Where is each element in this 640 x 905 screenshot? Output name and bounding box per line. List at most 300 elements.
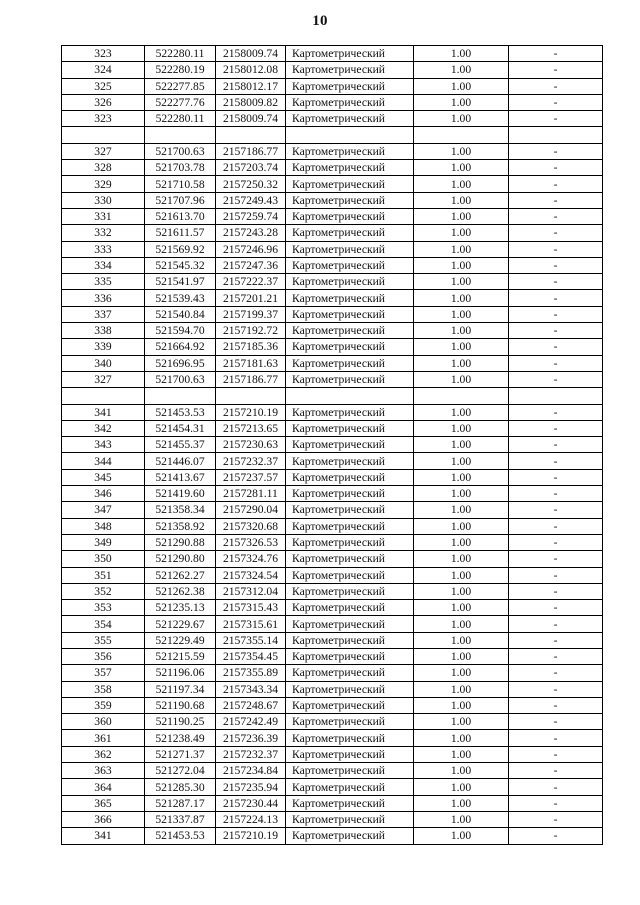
cell-method: Картометрический xyxy=(286,160,414,176)
cell-point-number: 360 xyxy=(62,714,145,730)
cell-method: Картометрический xyxy=(286,339,414,355)
cell-x-coordinate: 521594.70 xyxy=(145,323,216,339)
cell-method: Картометрический xyxy=(286,795,414,811)
table-row xyxy=(62,811,603,827)
cell-method: Картометрический xyxy=(286,355,414,371)
cell-note: - xyxy=(509,355,603,371)
table-row xyxy=(62,176,603,192)
cell-method: Картометрический xyxy=(286,78,414,94)
table-row xyxy=(62,355,603,371)
cell-point-number: 330 xyxy=(62,192,145,208)
cell-x-coordinate: 521271.37 xyxy=(145,746,216,762)
cell-point-number: 346 xyxy=(62,486,145,502)
cell-y-coordinate: 2157343.34 xyxy=(216,681,286,697)
cell-method: Картометрический xyxy=(286,811,414,827)
cell-method: Картометрический xyxy=(286,453,414,469)
cell-point-number xyxy=(62,388,145,404)
table-row xyxy=(62,257,603,273)
cell-x-coordinate: 521358.92 xyxy=(145,518,216,534)
cell-y-coordinate: 2157210.19 xyxy=(216,828,286,844)
cell-accuracy xyxy=(414,127,509,143)
cell-note: - xyxy=(509,600,603,616)
cell-y-coordinate: 2157355.89 xyxy=(216,665,286,681)
cell-method: Картометрический xyxy=(286,420,414,436)
cell-accuracy: 1.00 xyxy=(414,779,509,795)
cell-accuracy: 1.00 xyxy=(414,567,509,583)
cell-y-coordinate: 2157290.04 xyxy=(216,502,286,518)
cell-x-coordinate: 521290.80 xyxy=(145,551,216,567)
cell-point-number: 323 xyxy=(62,111,145,127)
cell-point-number: 325 xyxy=(62,78,145,94)
cell-method: Картометрический xyxy=(286,371,414,387)
table-row xyxy=(62,518,603,534)
cell-y-coordinate: 2157355.14 xyxy=(216,632,286,648)
cell-accuracy: 1.00 xyxy=(414,795,509,811)
cell-accuracy: 1.00 xyxy=(414,811,509,827)
cell-note: - xyxy=(509,323,603,339)
cell-x-coordinate: 522277.85 xyxy=(145,78,216,94)
cell-method: Картометрический xyxy=(286,274,414,290)
cell-method: Картометрический xyxy=(286,241,414,257)
cell-x-coordinate: 522280.19 xyxy=(145,62,216,78)
cell-x-coordinate: 521539.43 xyxy=(145,290,216,306)
cell-point-number: 361 xyxy=(62,730,145,746)
cell-y-coordinate xyxy=(216,388,286,404)
cell-y-coordinate: 2157186.77 xyxy=(216,371,286,387)
cell-point-number: 348 xyxy=(62,518,145,534)
cell-x-coordinate: 521190.68 xyxy=(145,697,216,713)
cell-x-coordinate: 521613.70 xyxy=(145,208,216,224)
table-row xyxy=(62,94,603,110)
cell-accuracy xyxy=(414,388,509,404)
cell-point-number: 359 xyxy=(62,697,145,713)
cell-note: - xyxy=(509,371,603,387)
cell-method: Картометрический xyxy=(286,502,414,518)
cell-method xyxy=(286,388,414,404)
cell-x-coordinate: 521700.63 xyxy=(145,143,216,159)
cell-accuracy: 1.00 xyxy=(414,208,509,224)
cell-point-number: 356 xyxy=(62,648,145,664)
cell-note xyxy=(509,127,603,143)
table-row xyxy=(62,274,603,290)
cell-point-number: 341 xyxy=(62,404,145,420)
cell-y-coordinate xyxy=(216,127,286,143)
cell-y-coordinate: 2157281.11 xyxy=(216,486,286,502)
cell-x-coordinate xyxy=(145,127,216,143)
table-row xyxy=(62,453,603,469)
cell-point-number: 366 xyxy=(62,811,145,827)
cell-y-coordinate: 2157181.63 xyxy=(216,355,286,371)
table-row xyxy=(62,208,603,224)
table-row xyxy=(62,192,603,208)
cell-accuracy: 1.00 xyxy=(414,730,509,746)
cell-point-number: 358 xyxy=(62,681,145,697)
cell-note: - xyxy=(509,763,603,779)
cell-note: - xyxy=(509,518,603,534)
cell-method: Картометрический xyxy=(286,486,414,502)
cell-note: - xyxy=(509,437,603,453)
cell-point-number: 323 xyxy=(62,46,145,62)
cell-x-coordinate: 521262.38 xyxy=(145,583,216,599)
cell-point-number: 354 xyxy=(62,616,145,632)
cell-x-coordinate: 521446.07 xyxy=(145,453,216,469)
table-row xyxy=(62,225,603,241)
cell-y-coordinate: 2157249.43 xyxy=(216,192,286,208)
cell-x-coordinate: 521455.37 xyxy=(145,437,216,453)
cell-x-coordinate: 521419.60 xyxy=(145,486,216,502)
table-row xyxy=(62,681,603,697)
cell-y-coordinate: 2157213.65 xyxy=(216,420,286,436)
cell-accuracy: 1.00 xyxy=(414,404,509,420)
table-row xyxy=(62,795,603,811)
cell-x-coordinate: 521696.95 xyxy=(145,355,216,371)
cell-note: - xyxy=(509,78,603,94)
cell-accuracy: 1.00 xyxy=(414,323,509,339)
table-row xyxy=(62,420,603,436)
cell-method xyxy=(286,127,414,143)
cell-y-coordinate: 2157236.39 xyxy=(216,730,286,746)
table-row xyxy=(62,534,603,550)
cell-point-number: 365 xyxy=(62,795,145,811)
cell-point-number: 364 xyxy=(62,779,145,795)
cell-y-coordinate: 2157199.37 xyxy=(216,306,286,322)
cell-note: - xyxy=(509,551,603,567)
cell-y-coordinate: 2158009.74 xyxy=(216,111,286,127)
cell-point-number: 355 xyxy=(62,632,145,648)
cell-point-number: 329 xyxy=(62,176,145,192)
cell-y-coordinate: 2157237.57 xyxy=(216,469,286,485)
table-row xyxy=(62,648,603,664)
cell-y-coordinate: 2158012.17 xyxy=(216,78,286,94)
cell-y-coordinate: 2157326.53 xyxy=(216,534,286,550)
cell-accuracy: 1.00 xyxy=(414,192,509,208)
cell-y-coordinate: 2157324.76 xyxy=(216,551,286,567)
cell-method: Картометрический xyxy=(286,616,414,632)
cell-note: - xyxy=(509,486,603,502)
table-row xyxy=(62,616,603,632)
cell-method: Картометрический xyxy=(286,404,414,420)
cell-note: - xyxy=(509,583,603,599)
table-row xyxy=(62,78,603,94)
table-row xyxy=(62,502,603,518)
cell-note: - xyxy=(509,453,603,469)
cell-accuracy: 1.00 xyxy=(414,257,509,273)
cell-y-coordinate: 2158009.82 xyxy=(216,94,286,110)
cell-point-number: 338 xyxy=(62,323,145,339)
cell-note: - xyxy=(509,143,603,159)
table-row xyxy=(62,632,603,648)
cell-y-coordinate: 2157354.45 xyxy=(216,648,286,664)
cell-y-coordinate: 2157315.61 xyxy=(216,616,286,632)
cell-method: Картометрический xyxy=(286,730,414,746)
cell-method: Картометрический xyxy=(286,143,414,159)
cell-note: - xyxy=(509,567,603,583)
cell-accuracy: 1.00 xyxy=(414,453,509,469)
cell-y-coordinate: 2157201.21 xyxy=(216,290,286,306)
table-row xyxy=(62,714,603,730)
cell-accuracy: 1.00 xyxy=(414,355,509,371)
cell-x-coordinate: 521285.30 xyxy=(145,779,216,795)
cell-method: Картометрический xyxy=(286,534,414,550)
cell-x-coordinate: 521611.57 xyxy=(145,225,216,241)
cell-note: - xyxy=(509,176,603,192)
cell-note: - xyxy=(509,469,603,485)
table-row xyxy=(62,111,603,127)
cell-point-number: 357 xyxy=(62,665,145,681)
cell-method: Картометрический xyxy=(286,290,414,306)
cell-method: Картометрический xyxy=(286,697,414,713)
table-row xyxy=(62,746,603,762)
cell-point-number: 334 xyxy=(62,257,145,273)
cell-accuracy: 1.00 xyxy=(414,420,509,436)
cell-x-coordinate: 522280.11 xyxy=(145,46,216,62)
cell-note: - xyxy=(509,160,603,176)
cell-x-coordinate: 522280.11 xyxy=(145,111,216,127)
cell-point-number: 335 xyxy=(62,274,145,290)
cell-x-coordinate: 521413.67 xyxy=(145,469,216,485)
cell-y-coordinate: 2157315.43 xyxy=(216,600,286,616)
cell-note: - xyxy=(509,616,603,632)
cell-note: - xyxy=(509,404,603,420)
cell-point-number: 339 xyxy=(62,339,145,355)
cell-method: Картометрический xyxy=(286,94,414,110)
cell-accuracy: 1.00 xyxy=(414,583,509,599)
cell-method: Картометрический xyxy=(286,714,414,730)
cell-method: Картометрический xyxy=(286,46,414,62)
cell-accuracy: 1.00 xyxy=(414,78,509,94)
cell-point-number: 331 xyxy=(62,208,145,224)
cell-y-coordinate: 2157246.96 xyxy=(216,241,286,257)
cell-note: - xyxy=(509,62,603,78)
cell-y-coordinate: 2157192.72 xyxy=(216,323,286,339)
cell-y-coordinate: 2157203.74 xyxy=(216,160,286,176)
cell-point-number: 347 xyxy=(62,502,145,518)
cell-method: Картометрический xyxy=(286,225,414,241)
table-row xyxy=(62,241,603,257)
table-row xyxy=(62,551,603,567)
cell-accuracy: 1.00 xyxy=(414,339,509,355)
cell-x-coordinate: 521454.31 xyxy=(145,420,216,436)
cell-note: - xyxy=(509,208,603,224)
cell-y-coordinate: 2157259.74 xyxy=(216,208,286,224)
cell-y-coordinate: 2157234.84 xyxy=(216,763,286,779)
cell-note: - xyxy=(509,746,603,762)
cell-y-coordinate: 2157230.44 xyxy=(216,795,286,811)
cell-method: Картометрический xyxy=(286,62,414,78)
cell-accuracy: 1.00 xyxy=(414,306,509,322)
cell-x-coordinate: 521235.13 xyxy=(145,600,216,616)
cell-y-coordinate: 2157247.36 xyxy=(216,257,286,273)
cell-accuracy: 1.00 xyxy=(414,632,509,648)
cell-method: Картометрический xyxy=(286,632,414,648)
cell-note: - xyxy=(509,339,603,355)
cell-note: - xyxy=(509,241,603,257)
cell-accuracy: 1.00 xyxy=(414,681,509,697)
cell-note: - xyxy=(509,681,603,697)
cell-method: Картометрический xyxy=(286,779,414,795)
cell-point-number: 344 xyxy=(62,453,145,469)
table-row xyxy=(62,404,603,420)
cell-note: - xyxy=(509,795,603,811)
cell-accuracy: 1.00 xyxy=(414,290,509,306)
cell-point-number: 353 xyxy=(62,600,145,616)
cell-note: - xyxy=(509,274,603,290)
cell-x-coordinate: 521703.78 xyxy=(145,160,216,176)
cell-y-coordinate: 2157242.49 xyxy=(216,714,286,730)
cell-point-number: 352 xyxy=(62,583,145,599)
cell-x-coordinate: 521196.06 xyxy=(145,665,216,681)
cell-note: - xyxy=(509,46,603,62)
cell-note: - xyxy=(509,225,603,241)
cell-accuracy: 1.00 xyxy=(414,616,509,632)
cell-x-coordinate: 521358.34 xyxy=(145,502,216,518)
cell-y-coordinate: 2157248.67 xyxy=(216,697,286,713)
cell-note: - xyxy=(509,290,603,306)
cell-accuracy: 1.00 xyxy=(414,371,509,387)
cell-x-coordinate: 522277.76 xyxy=(145,94,216,110)
cell-point-number: 332 xyxy=(62,225,145,241)
cell-note: - xyxy=(509,111,603,127)
cell-x-coordinate: 521453.53 xyxy=(145,828,216,844)
cell-x-coordinate: 521664.92 xyxy=(145,339,216,355)
cell-note: - xyxy=(509,811,603,827)
cell-method: Картометрический xyxy=(286,583,414,599)
cell-x-coordinate: 521190.25 xyxy=(145,714,216,730)
cell-accuracy: 1.00 xyxy=(414,241,509,257)
cell-method: Картометрический xyxy=(286,681,414,697)
cell-method: Картометрический xyxy=(286,208,414,224)
cell-accuracy: 1.00 xyxy=(414,176,509,192)
cell-method: Картометрический xyxy=(286,746,414,762)
cell-note: - xyxy=(509,648,603,664)
cell-accuracy: 1.00 xyxy=(414,160,509,176)
table-row xyxy=(62,730,603,746)
cell-y-coordinate: 2157186.77 xyxy=(216,143,286,159)
table-row xyxy=(62,339,603,355)
cell-point-number: 342 xyxy=(62,420,145,436)
table-row xyxy=(62,779,603,795)
cell-note: - xyxy=(509,94,603,110)
cell-method: Картометрический xyxy=(286,648,414,664)
table-row xyxy=(62,323,603,339)
cell-accuracy: 1.00 xyxy=(414,62,509,78)
cell-accuracy: 1.00 xyxy=(414,697,509,713)
cell-point-number: 341 xyxy=(62,828,145,844)
cell-x-coordinate: 521229.49 xyxy=(145,632,216,648)
cell-y-coordinate: 2158012.08 xyxy=(216,62,286,78)
cell-accuracy: 1.00 xyxy=(414,828,509,844)
cell-x-coordinate: 521569.92 xyxy=(145,241,216,257)
cell-method: Картометрический xyxy=(286,600,414,616)
cell-method: Картометрический xyxy=(286,551,414,567)
cell-x-coordinate: 521545.32 xyxy=(145,257,216,273)
cell-method: Картометрический xyxy=(286,111,414,127)
table-row xyxy=(62,665,603,681)
cell-method: Картометрический xyxy=(286,192,414,208)
cell-accuracy: 1.00 xyxy=(414,518,509,534)
cell-x-coordinate: 521272.04 xyxy=(145,763,216,779)
table-row xyxy=(62,160,603,176)
separator-row xyxy=(62,127,603,143)
cell-x-coordinate: 521540.84 xyxy=(145,306,216,322)
table-row xyxy=(62,583,603,599)
cell-point-number: 351 xyxy=(62,567,145,583)
cell-method: Картометрический xyxy=(286,437,414,453)
cell-accuracy: 1.00 xyxy=(414,534,509,550)
cell-point-number: 333 xyxy=(62,241,145,257)
cell-method: Картометрический xyxy=(286,763,414,779)
cell-x-coordinate: 521337.87 xyxy=(145,811,216,827)
cell-note: - xyxy=(509,192,603,208)
cell-accuracy: 1.00 xyxy=(414,486,509,502)
cell-y-coordinate: 2157185.36 xyxy=(216,339,286,355)
cell-point-number: 340 xyxy=(62,355,145,371)
cell-x-coordinate: 521541.97 xyxy=(145,274,216,290)
cell-x-coordinate xyxy=(145,388,216,404)
cell-point-number: 343 xyxy=(62,437,145,453)
cell-point-number: 337 xyxy=(62,306,145,322)
cell-x-coordinate: 521287.17 xyxy=(145,795,216,811)
cell-accuracy: 1.00 xyxy=(414,469,509,485)
cell-accuracy: 1.00 xyxy=(414,502,509,518)
table-row xyxy=(62,697,603,713)
cell-accuracy: 1.00 xyxy=(414,94,509,110)
cell-method: Картометрический xyxy=(286,257,414,273)
cell-note: - xyxy=(509,257,603,273)
cell-accuracy: 1.00 xyxy=(414,46,509,62)
cell-y-coordinate: 2157324.54 xyxy=(216,567,286,583)
cell-note: - xyxy=(509,779,603,795)
cell-accuracy: 1.00 xyxy=(414,665,509,681)
cell-x-coordinate: 521229.67 xyxy=(145,616,216,632)
cell-point-number: 327 xyxy=(62,143,145,159)
cell-note: - xyxy=(509,632,603,648)
cell-method: Картометрический xyxy=(286,828,414,844)
table-row xyxy=(62,600,603,616)
cell-y-coordinate: 2157320.68 xyxy=(216,518,286,534)
cell-x-coordinate: 521197.34 xyxy=(145,681,216,697)
cell-y-coordinate: 2157224.13 xyxy=(216,811,286,827)
cell-accuracy: 1.00 xyxy=(414,714,509,730)
cell-y-coordinate: 2157243.28 xyxy=(216,225,286,241)
cell-point-number: 324 xyxy=(62,62,145,78)
cell-point-number: 350 xyxy=(62,551,145,567)
cell-x-coordinate: 521262.27 xyxy=(145,567,216,583)
cell-method: Картометрический xyxy=(286,567,414,583)
cell-y-coordinate: 2157210.19 xyxy=(216,404,286,420)
cell-x-coordinate: 521453.53 xyxy=(145,404,216,420)
cell-y-coordinate: 2157222.37 xyxy=(216,274,286,290)
cell-y-coordinate: 2157232.37 xyxy=(216,746,286,762)
cell-y-coordinate: 2157312.04 xyxy=(216,583,286,599)
cell-accuracy: 1.00 xyxy=(414,648,509,664)
cell-point-number: 362 xyxy=(62,746,145,762)
cell-note: - xyxy=(509,420,603,436)
cell-note: - xyxy=(509,534,603,550)
cell-note: - xyxy=(509,665,603,681)
table-row xyxy=(62,567,603,583)
cell-accuracy: 1.00 xyxy=(414,111,509,127)
cell-note: - xyxy=(509,828,603,844)
table-row xyxy=(62,828,603,844)
table-row xyxy=(62,763,603,779)
page-number: 10 xyxy=(312,13,328,29)
cell-accuracy: 1.00 xyxy=(414,600,509,616)
cell-point-number: 328 xyxy=(62,160,145,176)
cell-method: Картометрический xyxy=(286,469,414,485)
cell-note: - xyxy=(509,714,603,730)
cell-x-coordinate: 521215.59 xyxy=(145,648,216,664)
